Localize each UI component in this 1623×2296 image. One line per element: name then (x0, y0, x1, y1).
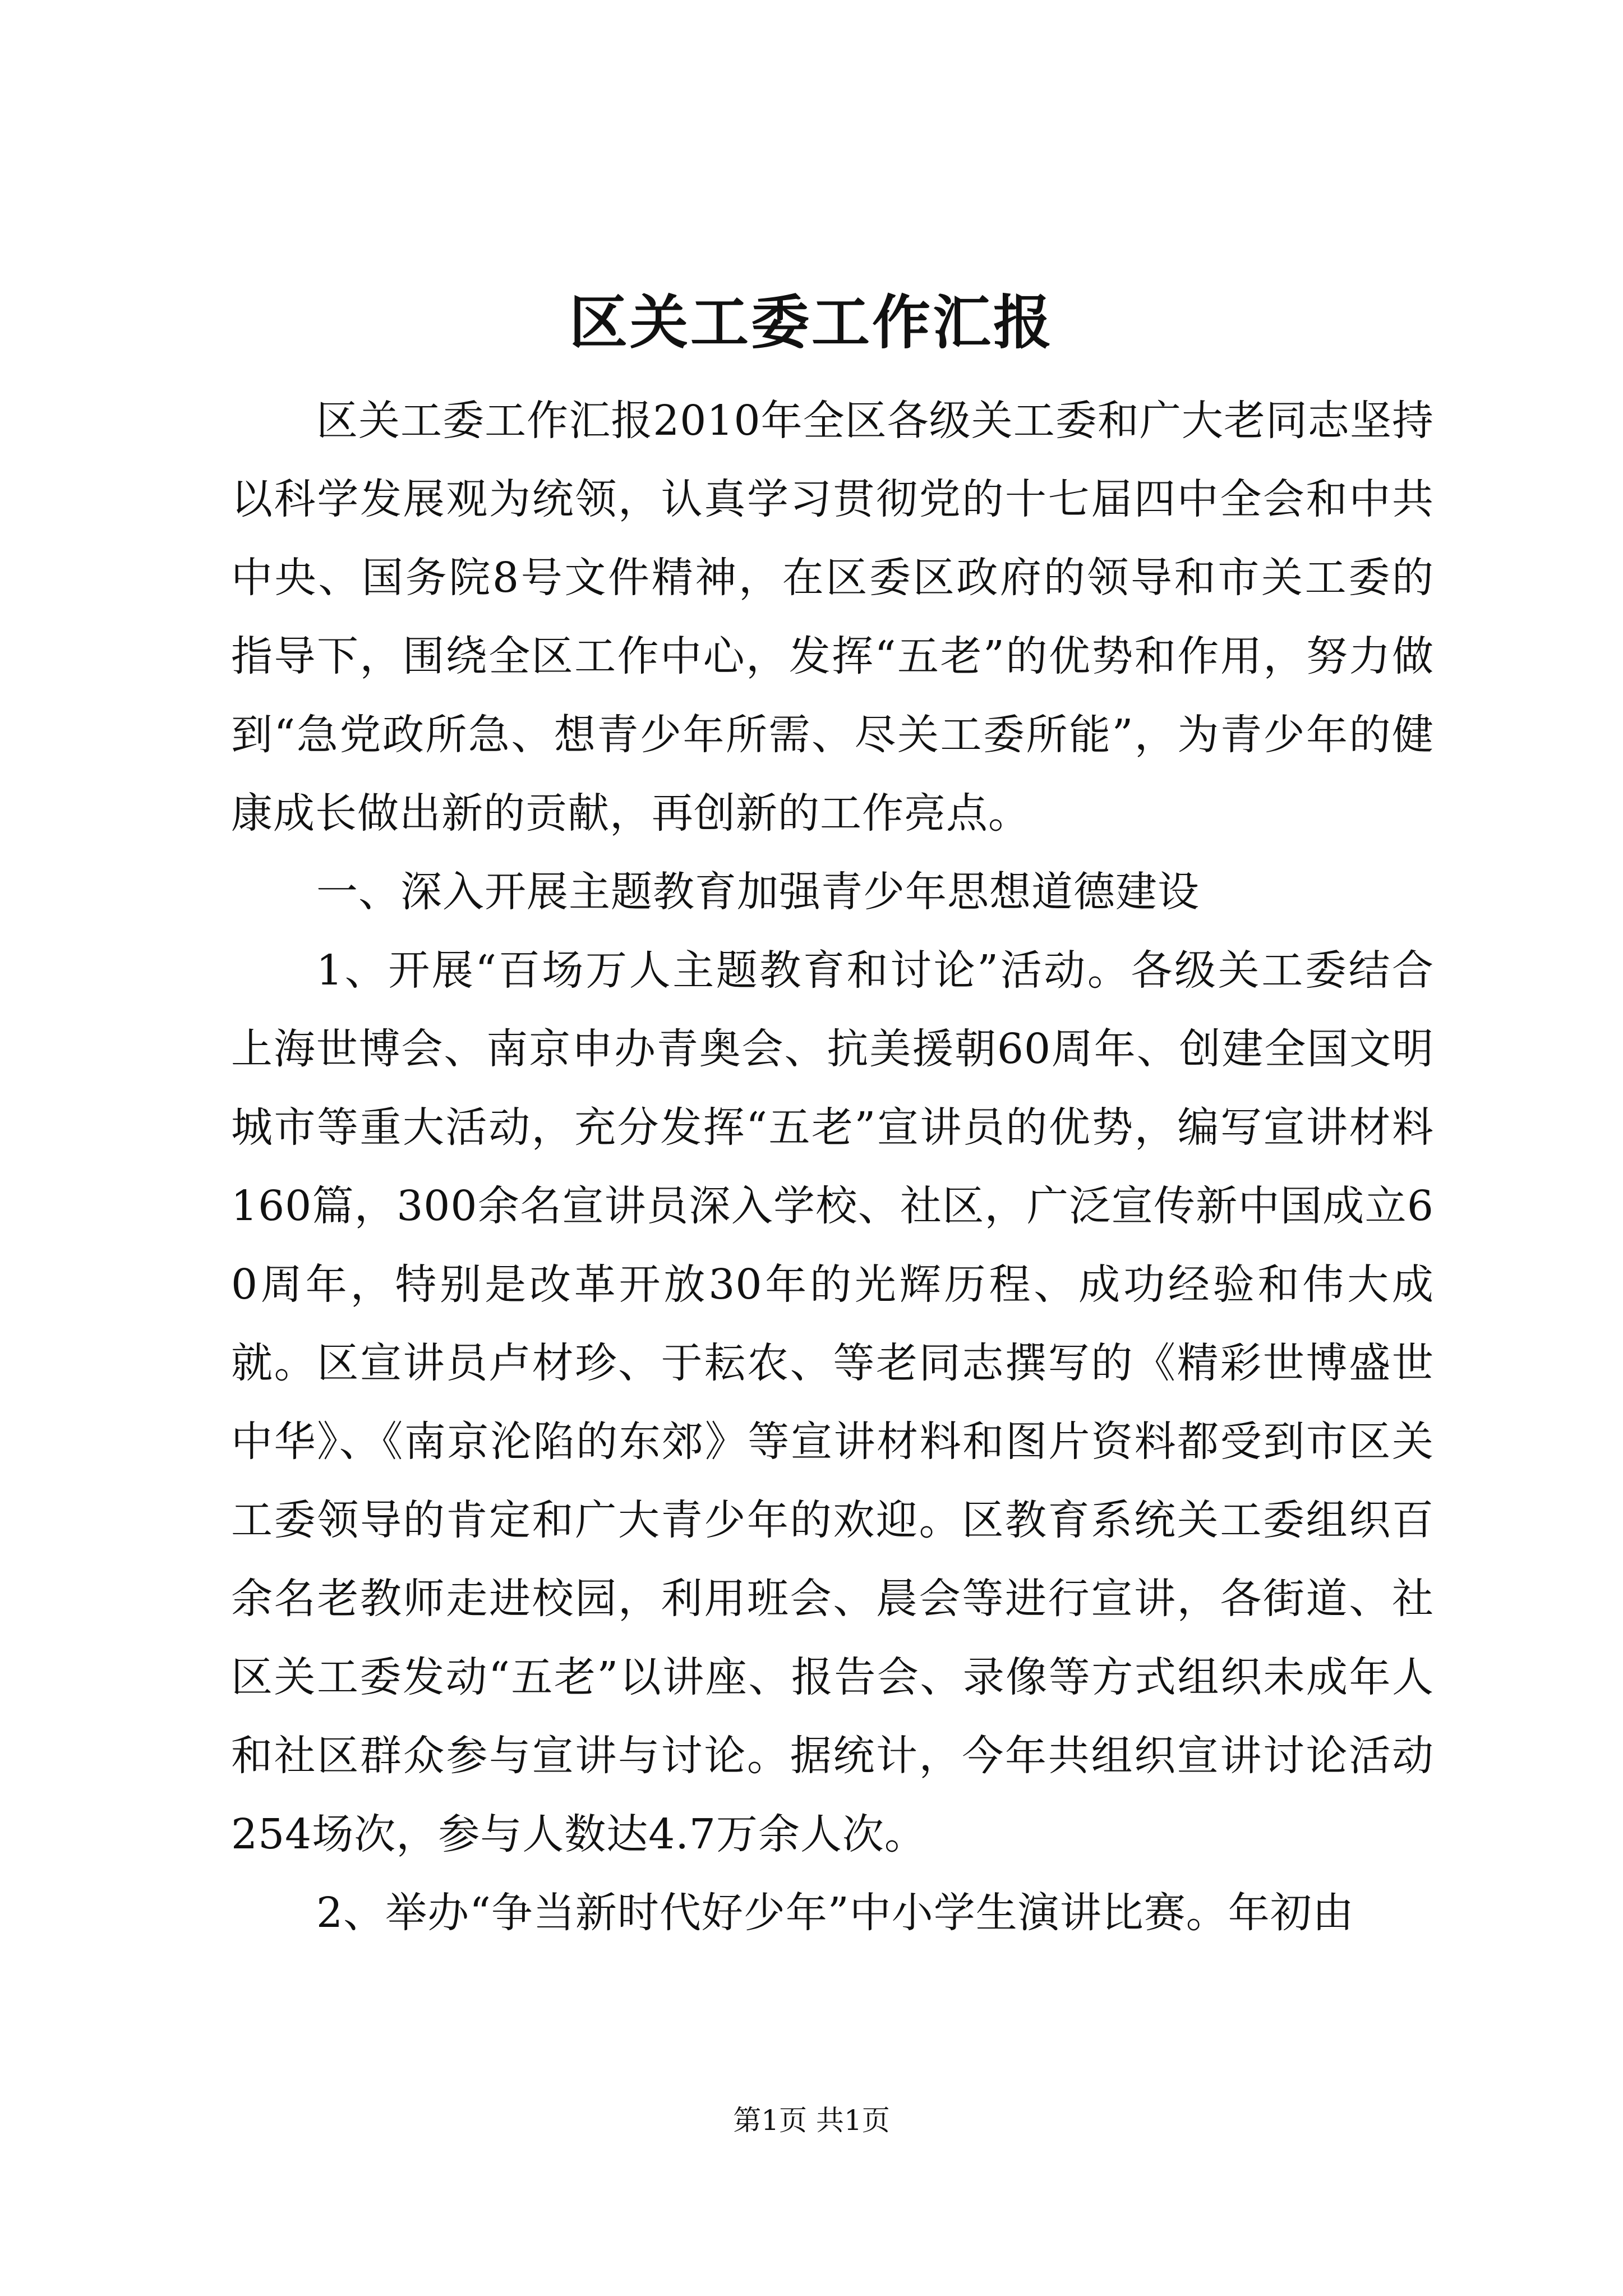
page-footer: 第1页 共1页 (733, 2104, 890, 2137)
paragraph-item-2: 2、举办“争当新时代好少年”中小学生演讲比赛。年初由 (316, 1889, 1354, 1937)
paragraph-intro: 区关工委工作汇报2010年全区各级关工委和广大老同志坚持以科学发展观为统领，认真学习贯彻党的十七届四中全会和中共中央、国务院8号文件精神，在区委区政府的领导和市关工委的指导下，围绕全区工作中心，发挥“五老”的优势和作用，努力做到“急党政所急、想青少年所需、尽关工委所能”，为青少年的健康成长做出新的贡献，再创新的工作亮点。 (231, 397, 1434, 838)
document-title: 区关工委工作汇报 (569, 288, 1054, 357)
document-body (231, 381, 1434, 1952)
paragraph-item-1: 1、开展“百场万人主题教育和讨论”活动。各级关工委结合上海世博会、南京申办青奥会、抗美援朝60周年、创建全国文明城市等重大活动，充分发挥“五老”宣讲员的优势，编写宣讲材料160篇，300余名宣讲员深入学校、社区，广泛宣传新中国成立60周年，特别是改革开放30年的光辉历程、成功经验和伟大成就。区宣讲员卢材珍、于耘农、等老同志撰写的《精彩世博盛世中华》、《南京沦陷的东郊》等宣讲材料和图片资料都受到市区关工委领导的肯定和广大青少年的欢迎。区教育系统关工委组织百余名老教师走进校园，利用班会、晨会等进行宣讲，各街道、社区关工委发动“五老”以讲座、报告会、录像等方式组织未成年人和社区群众参与宣讲与讨论。据统计，今年共组织宣讲讨论活动254场次，参与人数达4.7万余人次。 (231, 946, 1434, 1858)
section-heading-1: 一、深入开展主题教育加强青少年思想道德建设 (316, 868, 1200, 916)
